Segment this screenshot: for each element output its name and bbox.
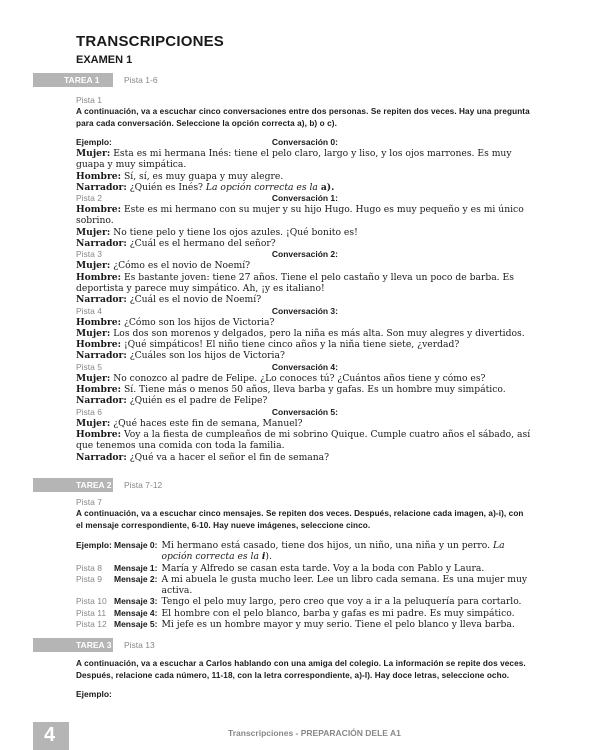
- tarea-3-content: [76, 658, 532, 699]
- tarea-3-instruction: A continuación, va a escuchar a Carlos hablando con una amiga del colegio. La información se repite dos veces. Después, relacione cada número, 11-18, con la letra correspondiente, a)-l). Hay doce letras, seleccione ocho.: [76, 659, 526, 680]
- ejemplo-label: Ejemplo:: [76, 689, 112, 699]
- message-row: Pista 11 Mensaje 4: El hombre con el pelo blanco, barba y gafas es mi padre. Es muy simpático.: [76, 607, 515, 619]
- dialogue-line: Mujer: No tiene pelo y tiene los ojos azules. ¡Qué bonito es!: [76, 226, 358, 238]
- conversation-header: [76, 306, 532, 317]
- pista-label: Pista 7: [76, 497, 102, 507]
- tarea-1-content: [76, 95, 532, 463]
- dialogue-line: Mujer: Los dos son morenos y delgados, pero la niña es más alta. Son muy alegres y divertidos.: [76, 327, 525, 339]
- dialogue-line: Hombre: Sí, sí, es muy guapa y muy alegre.: [76, 170, 284, 182]
- conversation-label: Conversación 1:: [271, 193, 338, 204]
- conversations: [76, 193, 532, 463]
- conversation-label: Conversación 0:: [271, 137, 338, 147]
- conversation-header: [76, 362, 532, 373]
- pista-label: Pista 3: [76, 249, 102, 260]
- tarea-2-label: TAREA 2: [76, 480, 112, 490]
- message-row: Pista 12 Mensaje 5: Mi jefe es un hombre mayor y muy serio. Tiene el pelo blanco y lleva barba.: [76, 619, 515, 631]
- tarea-2-instruction: A continuación, va a escuchar cinco mensajes. Se repiten dos veces. Después, relacione cada imagen, a)-i), con el mensaje correspondiente, 6-10. Hay nueve imágenes, seleccione cinco.: [76, 509, 524, 530]
- pista-label: Pista 4: [76, 305, 102, 316]
- message-row: Pista 9 Mensaje 2: A mi abuela le gusta mucho leer. Lee un libro cada semana. Es una mujer muy activa.: [76, 573, 528, 597]
- ejemplo-label: Ejemplo:: [76, 137, 112, 147]
- page-number: 4: [44, 724, 56, 746]
- message-row: Pista 8 Mensaje 1: María y Alfredo se casan esta tarde. Voy a la boda con Pablo y Laura.: [76, 562, 485, 574]
- dialogue-line: Narrador: ¿Qué va a hacer el señor el fin de semana?: [76, 451, 330, 463]
- tarea-1-label: TAREA 1: [64, 75, 100, 85]
- message-row: Ejemplo: Mensaje 0: Mi hermano está casado, tiene dos hijos, un niño, una niña y un perro. La opción correcta es la i).: [76, 540, 505, 563]
- dialogue-line: Hombre: Sí. Tiene más o menos 50 años, lleva barba y gafas. Es un hombre muy simpático.: [76, 384, 506, 396]
- dialogue-line: Hombre: Voy a la fiesta de cumpleaños de mi sobrino Quique. Cumple cuatro años el sábado, así que tenemos una comida con toda la familia.: [76, 428, 531, 452]
- page-footer: Transcripciones - PREPARACIÓN DELE A1: [228, 728, 401, 738]
- tarea-1-instruction: A continuación, va a escuchar cinco conversaciones entre dos personas. Se repiten dos veces. Hay una pregunta para cada conversación. Seleccione la opción correcta a), b) o c).: [76, 107, 530, 128]
- tarea-2-content: [76, 497, 532, 630]
- tarea-3-pista: Pista 13: [124, 640, 155, 650]
- conversation-header: [76, 193, 532, 204]
- dialogue-line: Mujer: No conozco al padre de Felipe. ¿Lo conoces tú? ¿Cuántos años tiene y cómo es?: [76, 372, 486, 384]
- dialogue-line: Mujer: ¿Cómo es el novio de Noemí?: [76, 260, 251, 272]
- dialogue-line: Mujer: Esta es mi hermana Inés: tiene el pelo claro, largo y liso, y los ojos marrones. Es muy guapa y muy simpática.: [76, 148, 512, 171]
- pista-label: Pista 6: [76, 406, 102, 417]
- tarea-1-pista: Pista 1-6: [124, 75, 158, 85]
- page-title: TRANSCRIPCIONES: [76, 33, 225, 50]
- dialogue-line: Narrador: ¿Cuáles son los hijos de Victoria?: [76, 350, 285, 362]
- pista-label: Pista 1: [76, 95, 102, 105]
- dialogue-line: Hombre: ¡Qué simpáticos! El niño tiene cinco años y la niña tiene siete, ¿verdad?: [76, 339, 460, 351]
- conversation-label: Conversación 5:: [271, 406, 338, 417]
- dialogue-line: Narrador: ¿Quién es Inés? La opción correcta es la a).: [76, 181, 335, 193]
- dialogue-line: Mujer: ¿Qué haces este fin de semana, Manuel?: [76, 417, 303, 429]
- conversation-header: [76, 249, 532, 260]
- conversation-label: Conversación 2:: [271, 249, 338, 260]
- dialogue-line: Narrador: ¿Quién es el padre de Felipe?: [76, 395, 268, 407]
- messages: [76, 563, 532, 631]
- dialogue-line: Hombre: Es bastante joven: tiene 27 años. Tiene el pelo castaño y lleva un poco de barba. Es deportista y parece muy simpático. Ah, ¡y es italiano!: [76, 271, 514, 294]
- pista-label: Pista 5: [76, 361, 102, 372]
- exam-heading: EXAMEN 1: [76, 54, 133, 66]
- dialogue-line: Narrador: ¿Cuál es el novio de Noemí?: [76, 294, 262, 306]
- message-row: Pista 10 Mensaje 3: Tengo el pelo muy largo, pero creo que voy a ir a la peluquería para cortarlo.: [76, 596, 522, 608]
- tarea-3-label: TAREA 3: [76, 640, 112, 650]
- tarea-2-pista: Pista 7-12: [124, 480, 163, 490]
- conversation-label: Conversación 4:: [271, 361, 338, 372]
- pista-label: Pista 2: [76, 193, 102, 204]
- dialogue-line: Narrador: ¿Cuál es el hermano del señor?: [76, 238, 276, 250]
- dialogue-line: Hombre: ¿Cómo son los hijos de Victoria?: [76, 316, 275, 328]
- conversation-header: [76, 407, 532, 418]
- dialogue-line: Hombre: Este es mi hermano con su mujer y su hijo Hugo. Hugo es muy pequeño y es mi único sobrino.: [76, 204, 524, 227]
- conversation-label: Conversación 3:: [271, 305, 338, 316]
